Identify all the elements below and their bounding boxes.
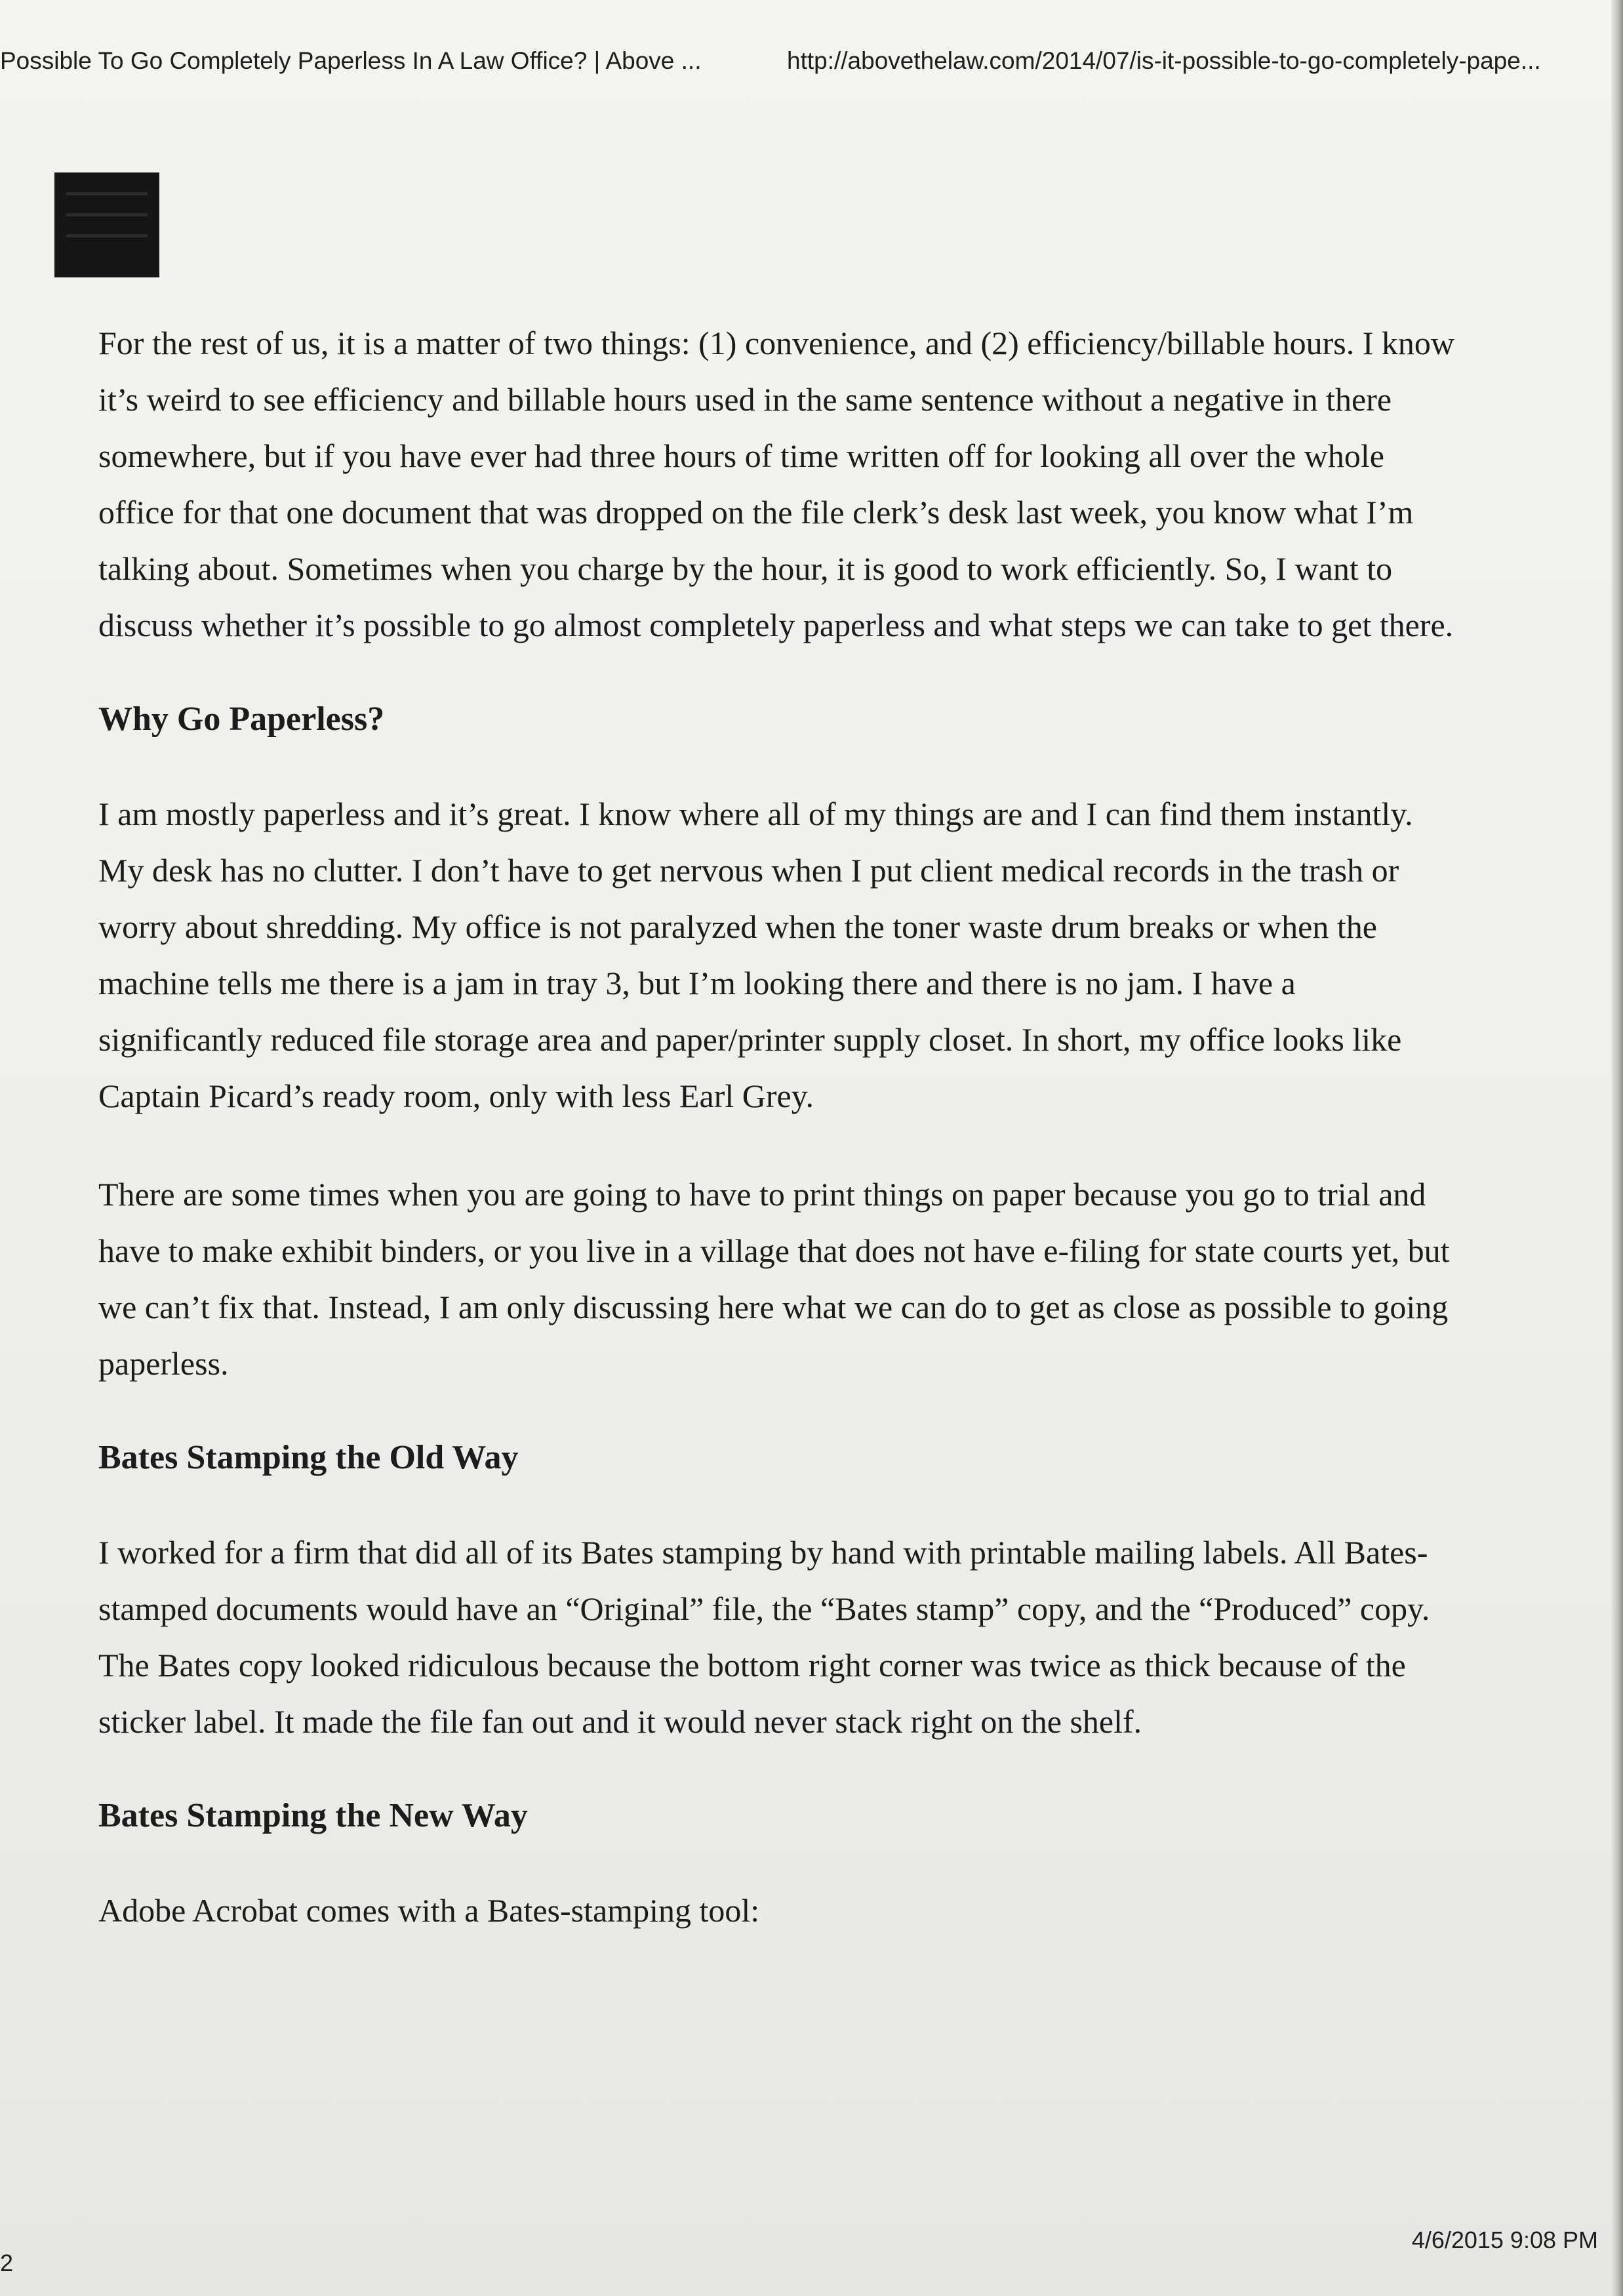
- print-timestamp: 4/6/2015 9:08 PM: [1411, 2226, 1598, 2253]
- article-body: [98, 315, 1456, 1981]
- print-header-url: http://abovethelaw.com/2014/07/is-it-possible-to-go-completely-pape...: [787, 47, 1541, 74]
- article-paragraph: I worked for a firm that did all of its Bates stamping by hand with printable mailing labels. All Bates-stamped documents would have an “Original” file, the “Bates stamp” copy, and the “Produced” copy. The Bates copy looked ridiculous because the bottom right corner was twice as thick because of the sticker label. It made the file fan out and it would never stack right on the shelf.: [98, 1534, 1430, 1740]
- article-paragraph: I am mostly paperless and it’s great. I know where all of my things are and I can find them instantly. My desk has no clutter. I don’t have to get nervous when I put client medical records in the trash or worry about shredding. My office is not paralyzed when the toner waste drum breaks or when the machine tells me there is a jam in tray 3, but I’m looking there and there is no jam. I have a significantly reduced file storage area and paper/printer supply closet. In short, my office looks like Captain Picard’s ready room, only with less Earl Grey.: [98, 796, 1413, 1114]
- logo-line: [66, 213, 148, 216]
- article-paragraph: There are some times when you are going to have to print things on paper because you go to trial and have to make exhibit binders, or you live in a village that does not have e-filing for state courts yet, but we can’t fix that. Instead, I am only discussing here what we can do to get as close as possible to going paperless.: [98, 1176, 1450, 1382]
- section-heading-bates-old-way: Bates Stamping the Old Way: [98, 1439, 519, 1476]
- article-paragraph: Adobe Acrobat comes with a Bates-stamping tool:: [98, 1892, 760, 1929]
- print-header-title: Possible To Go Completely Paperless In A Law Office? | Above ...: [0, 47, 702, 74]
- publication-logo-icon: [54, 172, 159, 277]
- section-heading-why-go-paperless: Why Go Paperless?: [98, 700, 385, 738]
- logo-line: [66, 234, 148, 237]
- section-heading-bates-new-way: Bates Stamping the New Way: [98, 1797, 528, 1834]
- print-page-number: 2: [0, 2249, 14, 2276]
- article-intro-paragraph: For the rest of us, it is a matter of two things: (1) convenience, and (2) efficiency/billable hours. I know it’s weird to see efficiency and billable hours used in the same sentence without a negative in there somewhere, but if you have ever had three hours of time written off for looking all over the whole office for that one document that was dropped on the file clerk’s desk last week, you know what I’m talking about. Sometimes when you charge by the hour, it is good to work efficiently. So, I want to discuss whether it’s possible to go almost completely paperless and what steps we can take to get there.: [98, 325, 1454, 643]
- logo-line: [66, 192, 148, 195]
- page-edge-shadow: [1611, 0, 1623, 2296]
- print-header: [0, 47, 1600, 87]
